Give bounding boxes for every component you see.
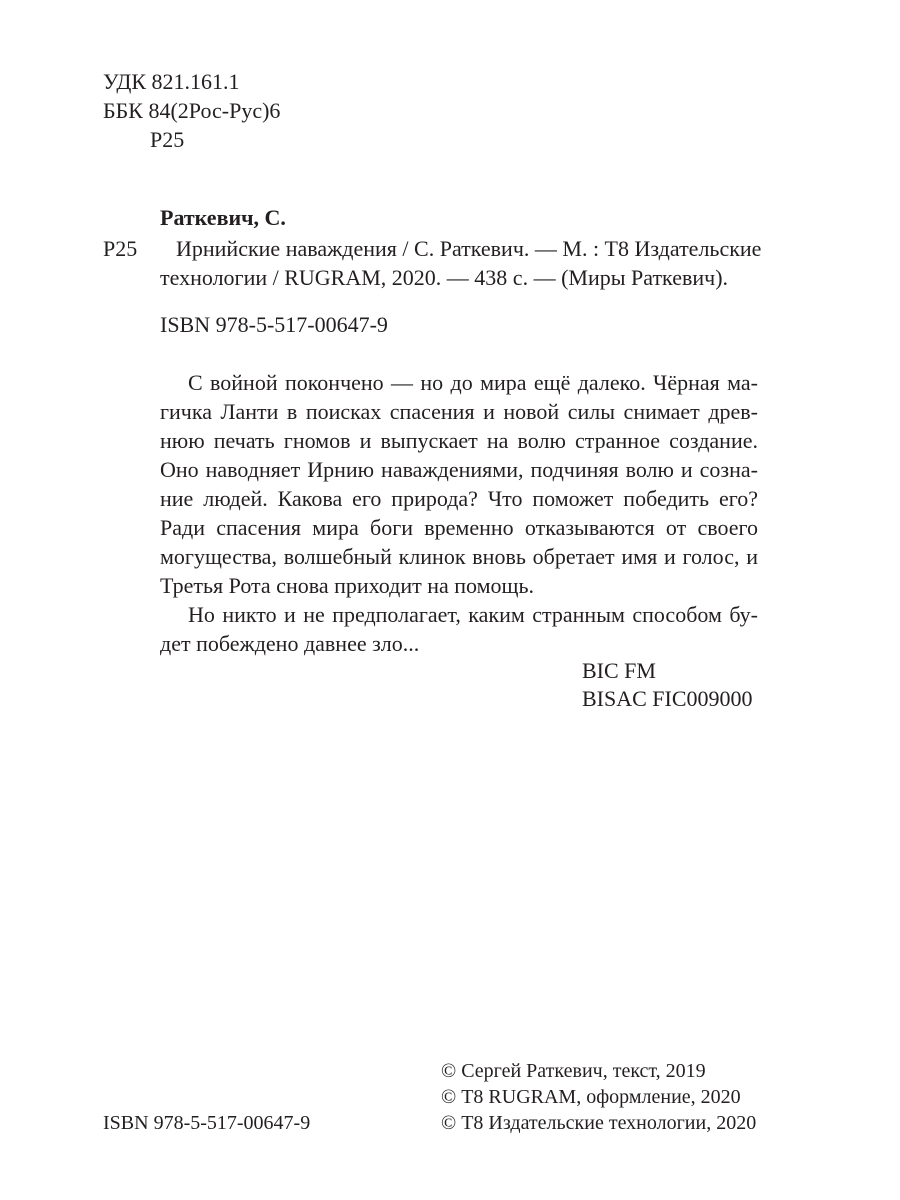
bisac-code: BISAC FIC009000 bbox=[582, 686, 753, 711]
annotation bbox=[160, 368, 758, 658]
copyright-line: © Сергей Раткевич, текст, 2019 bbox=[441, 1060, 706, 1082]
footer-isbn: ISBN 978-5-517-00647-9 bbox=[103, 1112, 311, 1134]
bic-code: BIC FM bbox=[582, 658, 656, 683]
annotation-line: Третья Рота снова приходит на помощь. bbox=[160, 573, 535, 598]
annotation-line: могущества, волшебный клинок вновь обретает имя и голос, и bbox=[160, 544, 758, 569]
entry-isbn: ISBN 978-5-517-00647-9 bbox=[160, 312, 388, 337]
entry-title-line: Ирнийские наваждения / С. Раткевич. — М. : Т8 Издательские bbox=[176, 236, 762, 261]
annotation-line: Оно наводняет Ирнию наваждениями, подчиняя волю и созна- bbox=[160, 457, 758, 482]
copyright-line: © Т8 RUGRAM, оформление, 2020 bbox=[441, 1086, 741, 1108]
entry-author: Раткевич, С. bbox=[160, 205, 286, 230]
annotation-line: Ради спасения мира боги временно отказываются от своего bbox=[160, 515, 758, 540]
copyright-line: © Т8 Издательские технологии, 2020 bbox=[441, 1112, 757, 1134]
author-mark: Р25 bbox=[150, 127, 185, 152]
annotation-line: С войной покончено — но до мира ещё далеко. Чёрная ма- bbox=[188, 370, 758, 395]
annotation-line: ние людей. Какова его природа? Что поможет победить его? bbox=[160, 486, 758, 511]
annotation-line: Но никто и не предполагает, каким странным способом бу- bbox=[188, 602, 758, 627]
annotation-line: дет побеждено давнее зло... bbox=[160, 631, 420, 656]
udk-code: УДК 821.161.1 bbox=[103, 69, 240, 94]
annotation-line: нюю печать гномов и выпускает на волю странное создание. bbox=[160, 428, 758, 453]
bbk-code: ББК 84(2Рос-Рус)6 bbox=[103, 98, 281, 123]
entry-author-mark: Р25 bbox=[103, 236, 138, 261]
entry-title-line: технологии / RUGRAM, 2020. — 438 с. — (Миры Раткевич). bbox=[160, 265, 729, 290]
annotation-line: гичка Ланти в поисках спасения и новой силы снимает древ- bbox=[160, 399, 758, 424]
